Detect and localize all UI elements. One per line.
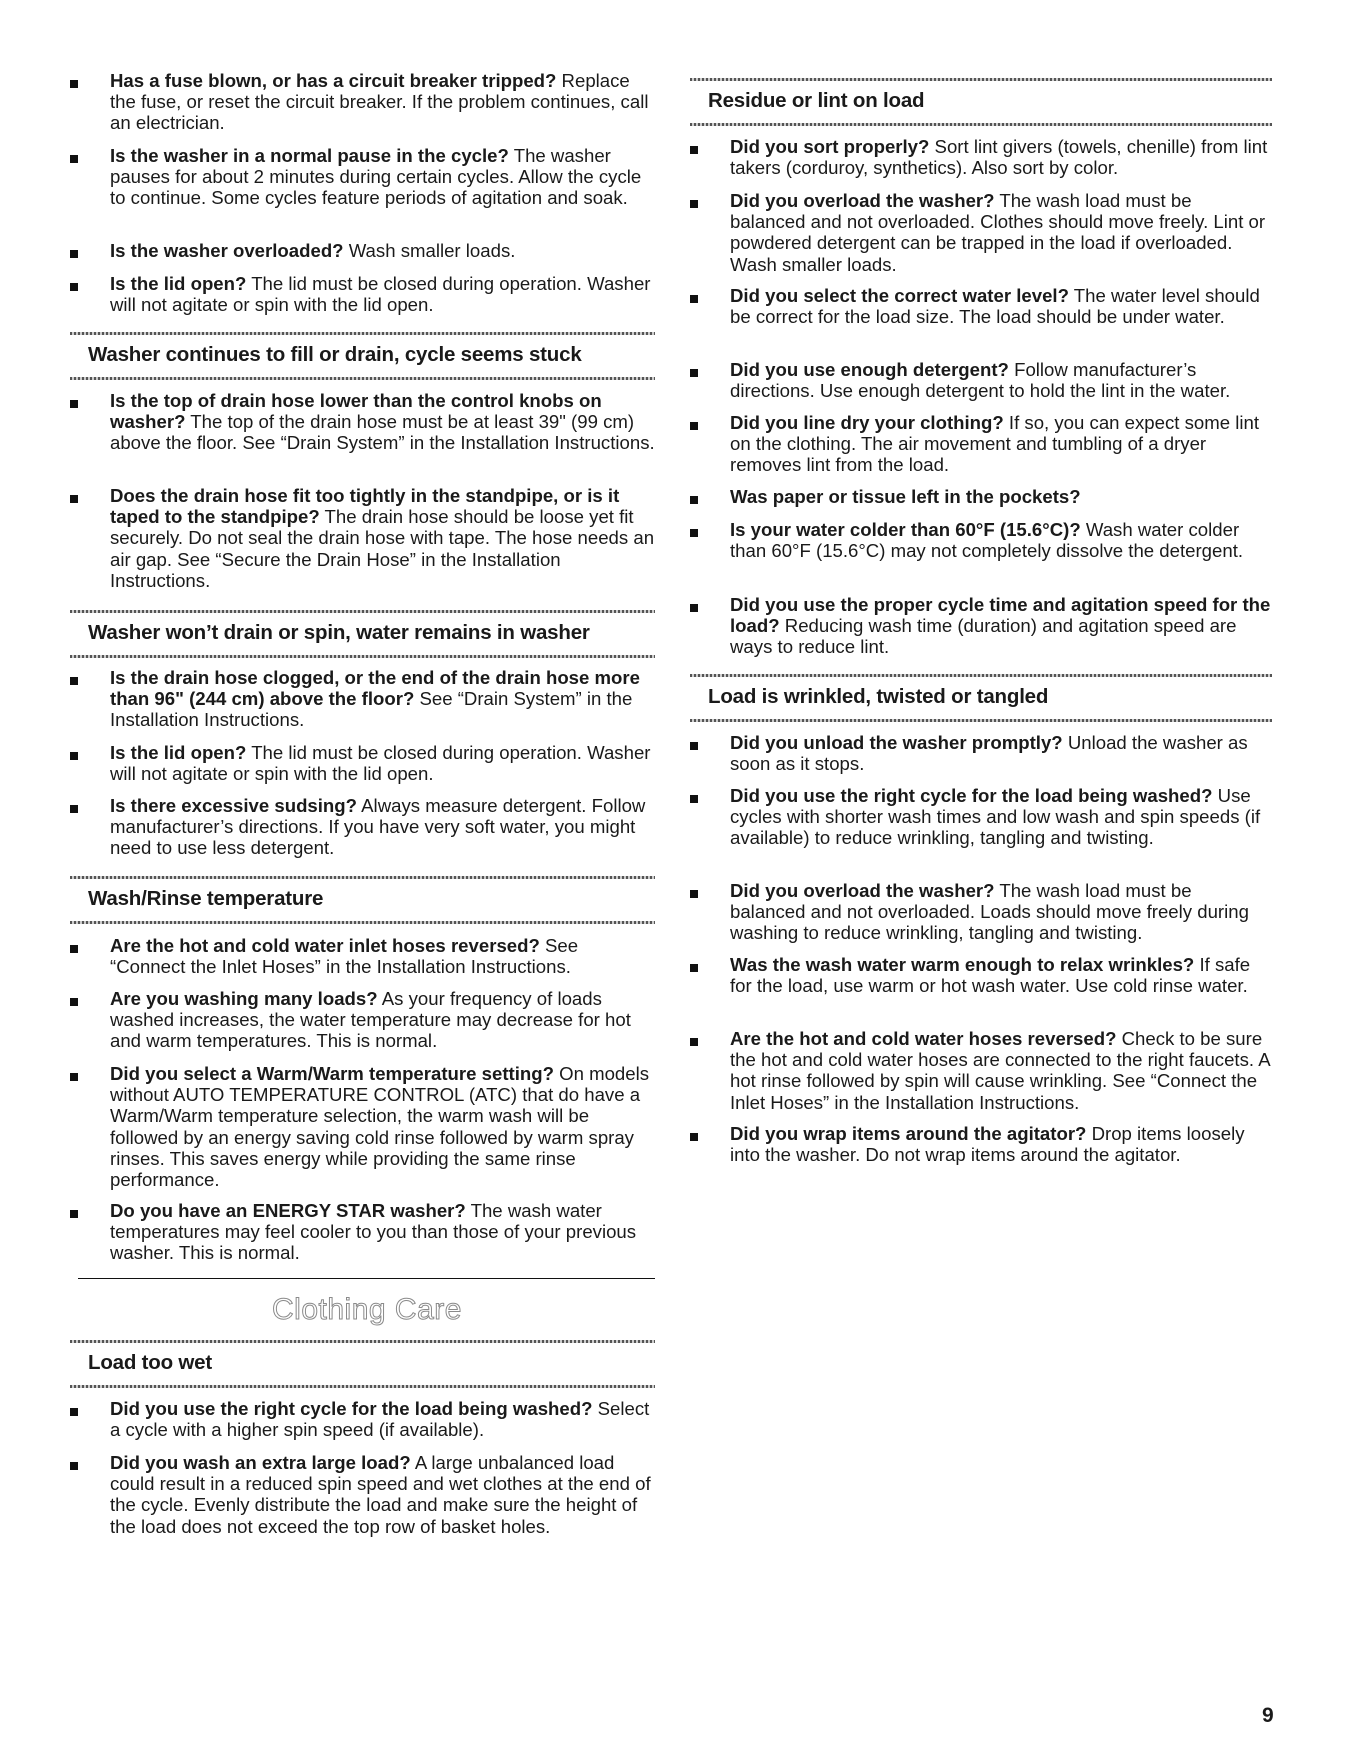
list-item: Are you washing many loads? As your frequency of loads washed increases, the water temperature may decrease for hot and warm temperatures. This is normal. [70, 988, 655, 1052]
bullet-icon [690, 200, 698, 208]
bullet-icon [70, 495, 78, 503]
bullet-icon [70, 250, 78, 258]
list-item: Is there excessive sudsing? Always measure detergent. Follow manufacturer’s directions. If you have very soft water, you might need to use less detergent. [70, 795, 655, 859]
bullet-icon [690, 146, 698, 154]
bullet-icon [70, 1462, 78, 1470]
list-item: Did you use the right cycle for the load being washed? Use cycles with shorter wash times and low wash and spin speeds (if available) to reduce wrinkling, tangling and twisting. [690, 785, 1272, 849]
list-item: Are the hot and cold water inlet hoses reversed? See “Connect the Inlet Hoses” in the Installation Instructions. [70, 935, 655, 977]
section-header: Load is wrinkled, twisted or tangled [690, 674, 1272, 722]
bullet-icon [690, 604, 698, 612]
list-item: Is the washer in a normal pause in the cycle? The washer pauses for about 2 minutes during certain cycles. Allow the cycle to continue. Some cycles feature periods of agitation and soak. [70, 145, 655, 209]
clothing-care-heading: Clothing Care [272, 1293, 462, 1326]
list-item: Has a fuse blown, or has a circuit breaker tripped? Replace the fuse, or reset the circuit breaker. If the problem continues, call an electrician. [70, 70, 655, 134]
list-item: Did you select a Warm/Warm temperature setting? On models without AUTO TEMPERATURE CONTROL (ATC) that do have a Warm/Warm temperature selection, the warm wash will be followed by an energy saving cold rinse followed by warm spray rinses. This saves energy while providing the same rinse performance. [70, 1063, 655, 1190]
bullet-icon [690, 742, 698, 750]
divider [78, 1278, 655, 1279]
list-item: Are the hot and cold water hoses reversed? Check to be sure the hot and cold water hoses are connected to the right faucets. A hot rinse followed by spin will cause wrinkling. See “Connect the Inlet Hoses” in the Installation Instructions. [690, 1028, 1272, 1113]
list-item: Did you overload the washer? The wash load must be balanced and not overloaded. Loads should move freely during washing to reduce wrinkling, tangling and twisting. [690, 880, 1272, 944]
section-header: Washer continues to fill or drain, cycle seems stuck [70, 332, 655, 380]
section-header: Residue or lint on load [690, 78, 1272, 126]
bullet-icon [70, 805, 78, 813]
bullet-icon [690, 422, 698, 430]
list-item: Do you have an ENERGY STAR washer? The wash water temperatures may feel cooler to you than those of your previous washer. This is normal. [70, 1200, 655, 1264]
bullet-icon [70, 998, 78, 1006]
bullet-icon [690, 1133, 698, 1141]
list-item: Did you wrap items around the agitator? Drop items loosely into the washer. Do not wrap items around the agitator. [690, 1123, 1272, 1165]
list-item: Did you select the correct water level? The water level should be correct for the load size. The load should be under water. [690, 285, 1272, 327]
bullet-icon [690, 529, 698, 537]
list-item: Does the drain hose fit too tightly in the standpipe, or is it taped to the standpipe? The drain hose should be loose yet fit securely. Do not seal the drain hose with tape. The hose needs an air gap. See “Secure the Drain Hose” in the Installation Instructions. [70, 485, 655, 591]
list-item: Is the top of drain hose lower than the control knobs on washer? The top of the drain hose must be at least 39" (99 cm) above the floor. See “Drain System” in the Installation Instructions. [70, 390, 655, 454]
section-header: Wash/Rinse temperature [70, 876, 655, 924]
bullet-icon [70, 283, 78, 291]
list-item: Did you wash an extra large load? A large unbalanced load could result in a reduced spin speed and wet clothes at the end of the cycle. Evenly distribute the load and make sure the height of the load does not exceed the top row of basket holes. [70, 1452, 655, 1537]
bullet-icon [70, 1073, 78, 1081]
bullet-icon [70, 80, 78, 88]
list-item: Did you line dry your clothing? If so, you can expect some lint on the clothing. The air movement and tumbling of a dryer removes lint from the load. [690, 412, 1272, 476]
list-item: Did you use the right cycle for the load being washed? Select a cycle with a higher spin speed (if available). [70, 1398, 655, 1440]
bullet-icon [70, 752, 78, 760]
bullet-icon [690, 295, 698, 303]
list-item: Was the wash water warm enough to relax wrinkles? If safe for the load, use warm or hot wash water. Use cold rinse water. [690, 954, 1272, 996]
bullet-icon [690, 369, 698, 377]
list-item: Is the washer overloaded? Wash smaller loads. [70, 240, 655, 261]
list-item: Was paper or tissue left in the pockets? [690, 486, 1272, 507]
bullet-icon [70, 1408, 78, 1416]
bullet-icon [70, 945, 78, 953]
list-item: Is your water colder than 60°F (15.6°C)? Wash water colder than 60°F (15.6°C) may not completely dissolve the detergent. [690, 519, 1272, 561]
section-header: Load too wet [70, 1340, 655, 1388]
list-item: Did you overload the washer? The wash load must be balanced and not overloaded. Clothes should move freely. Lint or powdered detergent can be trapped in the load if overloaded. Wash smaller loads. [690, 190, 1272, 275]
list-item: Is the lid open? The lid must be closed during operation. Washer will not agitate or spin with the lid open. [70, 742, 655, 784]
list-item: Did you unload the washer promptly? Unload the washer as soon as it stops. [690, 732, 1272, 774]
bullet-icon [690, 964, 698, 972]
bullet-icon [70, 1210, 78, 1218]
bullet-icon [690, 496, 698, 504]
list-item: Is the drain hose clogged, or the end of the drain hose more than 96" (244 cm) above the floor? See “Drain System” in the Installation Instructions. [70, 667, 655, 731]
bullet-icon [70, 155, 78, 163]
bullet-icon [690, 1038, 698, 1046]
bullet-icon [70, 677, 78, 685]
bullet-icon [690, 795, 698, 803]
list-item: Is the lid open? The lid must be closed during operation. Washer will not agitate or spin with the lid open. [70, 273, 655, 315]
list-item: Did you use enough detergent? Follow manufacturer’s directions. Use enough detergent to hold the lint in the water. [690, 359, 1272, 401]
bullet-icon [690, 890, 698, 898]
list-item: Did you sort properly? Sort lint givers (towels, chenille) from lint takers (corduroy, synthetics). Also sort by color. [690, 136, 1272, 178]
page-number: 9 [1262, 1704, 1274, 1727]
section-header: Washer won’t drain or spin, water remains in washer [70, 610, 655, 658]
bullet-icon [70, 400, 78, 408]
list-item: Did you use the proper cycle time and agitation speed for the load? Reducing wash time (duration) and agitation speed are ways to reduce lint. [690, 594, 1272, 658]
